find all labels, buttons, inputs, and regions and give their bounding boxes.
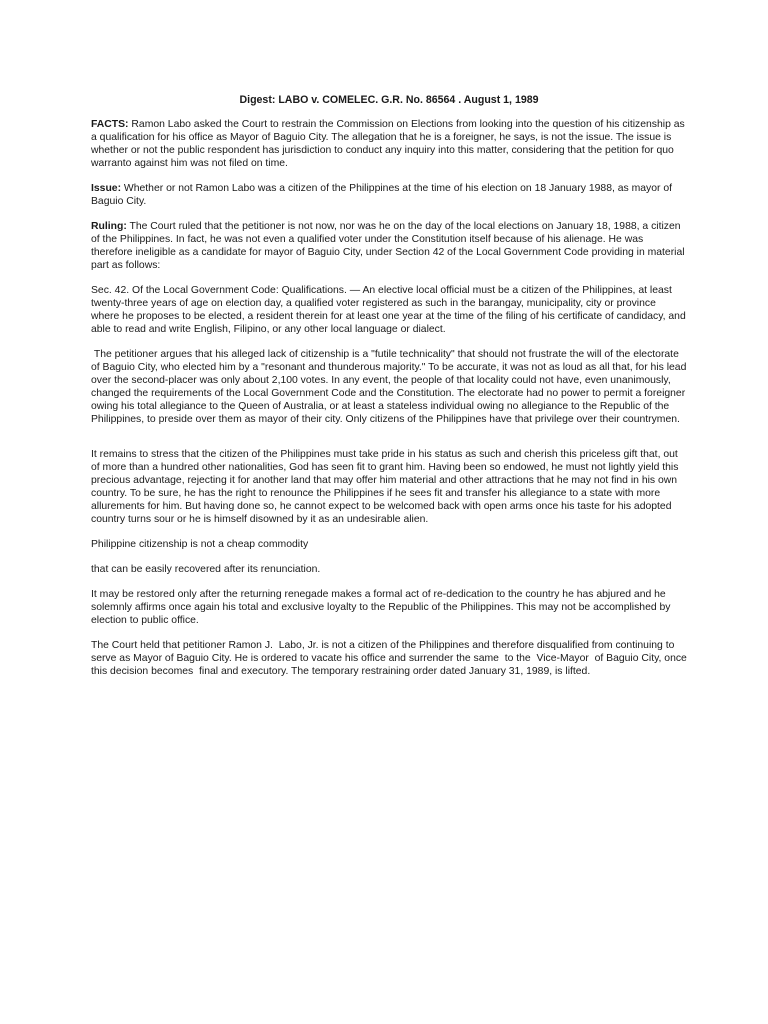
issue-paragraph	[91, 182, 687, 208]
restoration-paragraph: It may be restored only after the returning renegade makes a formal act of re-dedication to the country he has abjured and he solemnly affirms once again his total and exclusive loyalty to the Republic of the Philippines. This may not be accomplished by election to public office.	[91, 589, 671, 626]
renunciation-paragraph: that can be easily recovered after its renunciation.	[91, 564, 321, 575]
citizen-pride-paragraph: It remains to stress that the citizen of the Philippines must take pride in his status as such and cherish this priceless gift that, out of more than a hundred other nationalities, God has seen fit to grant him. Having been so endowed, he must not lightly yield this precious advantage, rejecting it for another land that may offer him material and other attractions that he may not find in his own country. To be sure, he has the right to renounce the Philippines if he sees fit and transfer his allegiance to a state with more allurements for him. But having done so, he cannot expect to be welcomed back with open arms once his taste for his adopted country turns sour or he is himself disowned by it as an undesirable alien.	[91, 449, 679, 525]
document-page	[91, 94, 690, 690]
issue-text: Whether or not Ramon Labo was a citizen of the Philippines at the time of his election on 18 January 1988, as mayor of Baguio City.	[91, 183, 673, 207]
facts-text: Ramon Labo asked the Court to restrain the Commission on Elections from looking into the question of his citizenship as a qualification for his office as Mayor of Baguio City. The allegation that he is a foreigner, he says, is not the issue. The issue is whether or not the public respondent has jurisdiction to conduct any inquiry into this matter, considering that the petition for quo warranto against him was not filed on time.	[91, 119, 685, 169]
document-title: Digest: LABO v. COMELEC. G.R. No. 86564 . August 1, 1989	[239, 94, 539, 106]
citizenship-commodity-paragraph: Philippine citizenship is not a cheap commodity	[91, 539, 309, 550]
facts-paragraph	[91, 118, 687, 170]
ruling-paragraph	[91, 220, 687, 272]
petitioner-argument-paragraph: The petitioner argues that his alleged lack of citizenship is a "futile technicality" that should not frustrate the will of the electorate of Baguio City, who elected him by a "resonant and thunderous majority." To be accurate, it was not as loud as all that, for his lead over the second-placer was only about 2,100 votes. In any event, the people of that locality could not have, even unanimously, changed the requirements of the Local Government Code and the Constitution. The electorate had no power to permit a foreigner owing his total allegiance to the Queen of Australia, or at least a stateless individual owing no allegiance to the Republic of the Philippines, to preside over them as mayor of their city. Only citizens of the Philippines have that privilege over their countrymen.	[91, 349, 690, 425]
ruling-label: Ruling:	[91, 221, 127, 232]
ruling-text: The Court ruled that the petitioner is not now, nor was he on the day of the local elections on January 18, 1988, a citizen of the Philippines. In fact, he was not even a qualified voter under the Constitution itself because of his alienage. He was therefore ineligible as a candidate for mayor of Baguio City, under Section 42 of the Local Government Code providing in material part as follows:	[91, 221, 685, 271]
section-42-paragraph: Sec. 42. Of the Local Government Code: Qualifications. — An elective local official must be a citizen of the Philippines, at least twenty-three years of age on election day, a qualified voter registered as such in the barangay, municipality, city or province where he proposes to be elected, a resident therein for at least one year at the time of the filing of his certificate of candidacy, and able to read and write English, Filipino, or any other local language or dialect.	[91, 285, 686, 335]
facts-label: FACTS:	[91, 119, 129, 130]
issue-label: Issue:	[91, 183, 122, 194]
court-holding-paragraph: The Court held that petitioner Ramon J. Labo, Jr. is not a citizen of the Philippines and therefore disqualified from continuing to serve as Mayor of Baguio City. He is ordered to vacate his office and surrender the same to the Vice-Mayor of Baguio City, once this decision becomes final and executory. The temporary restraining order dated January 31, 1989, is lifted.	[91, 640, 690, 677]
